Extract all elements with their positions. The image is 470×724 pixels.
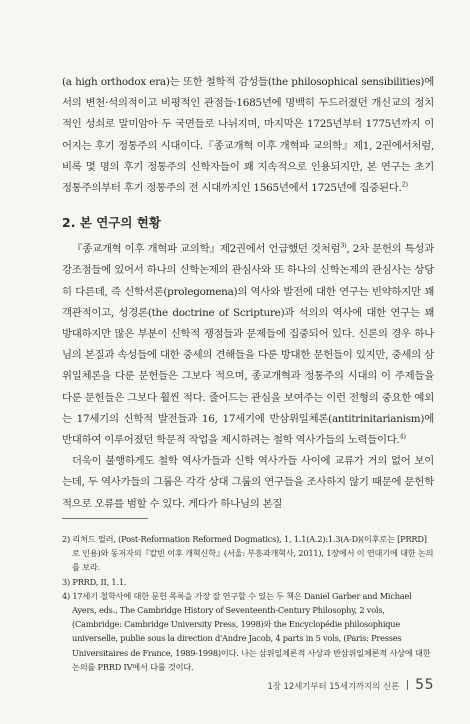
footnote-4: 4) 17세기 철학사에 대한 문헌 목록을 가장 잘 연구할 수 있는 두 책은 Daniel Garber and Michael Ayers, eds., The Cambridge History of Seventeenth-Century Philosophy, 2 vols, (Cambridge: Cambridge University Press, 1998)와 the Encyclopédie philosophique universelle, publie sous la direction d'Andre Jacob, 4 parts in 5 vols, (Paris: Presses Universitaires de France, 1989-1998)이다. 나는 삼위일체론적 사상과 반삼위일체론적 사상에 대한 논의를 PRRD IV에서 다룰 것이다. (62, 590, 431, 672)
footnote-3: 3) PRRD, II, 1.1. (62, 576, 127, 587)
paragraph-3: 더욱이 불행하게도 철학 역사가들과 신학 역사가들 사이에 교류가 거의 없어 보이는데, 두 역사가들의 그룹은 각각 상대 그룹의 연구들을 조사하지 않기 때문에 문헌학적으로 오류를 범할 수 있다. 게다가 하나님의 본질 (62, 455, 434, 510)
page-footer (62, 677, 434, 693)
footnotes (62, 532, 434, 674)
footnote-ref-2: 2) (401, 180, 408, 189)
paragraph-2-text-b: , 2차 문헌의 특성과 강조점들에 있어서 하나의 신학논제의 관심사와 또 하나의 신학논제의 관심사는 상당히 다른데, 즉 신학서론(prolegomena)의 역사와 발전에 대한 연구는 빈약하지만 꽤 객관적이고, 성경론(the doctrine of Scripture)과 석의의 역사에 대한 연구는 꽤 방대하지만 많은 부분이 신학적 쟁점들과 문제들에 집중되어 있다. 신론의 경우 하나님의 본질과 속성들에 대한 중세의 견해들을 다룬 방대한 문헌들이 있지만, 중세의 삼위일체론을 다룬 문헌들은 그보다 적으며, 종교개혁과 정통주의 시대의 이 주제들을 다룬 문헌들은 그보다 훨씬 적다. 줄어드는 관심을 보여주는 이런 전형의 중요한 예외는 17세기의 신학적 발전들과 16, 17세기에 반삼위일체론(antitrinitarianism)에 반대하여 이루어졌던 학문적 작업을 제시하려는 철학 역사가들의 노력들이다. (62, 243, 434, 447)
footnote-2: 2) 리처드 멀러, (Post-Reformation Reformed Dogmatics), 1, 1.1(A.2):1.3(A-D)(이후로는 [PRRD]로 인용)와 동저자의『칼빈 이후 개혁신학』(서울: 부흥과개혁사, 2011), 1장에서 이 연대기에 대한 논의를 보라. (62, 534, 434, 573)
paragraph-1-text: (a high orthodox era)는 또한 철학적 감성들(the philosophical sensibilities)에서의 변천·석의적이고 비평적인 관점들·1685년에 명백히 두드러졌던 개신교의 정치적인 성쇠로 말미암아 두 국면들로 나뉘지며, 마지막은 1725년부터 1775년까지 이어지는 후기 정통주의 시대이다.『종교개혁 이후 개혁파 교의학』제1, 2권에서처럼, 비록 몇 명의 후기 정통주의 신학자들이 꽤 지속적으로 인용되지만, 본 연구는 초기 정통주의부터 후기 정통주의 전 시대까지인 1565년에서 1725년에 집중된다. (62, 76, 434, 195)
footnote-ref-4: 4) (399, 432, 406, 441)
footer-divider (407, 680, 408, 690)
paragraph-1 (62, 72, 434, 199)
footnote-divider (62, 518, 148, 519)
section-heading: 2. 본 연구의 현황 (62, 215, 161, 231)
body-text (62, 72, 434, 515)
page-number: 55 (415, 677, 434, 693)
paragraph-2 (62, 239, 434, 451)
running-head: 1장 12세기부터 15세기까지의 신론 (267, 681, 400, 691)
footnote-ref-3: 3) (340, 241, 347, 250)
paragraph-2-text-a: 『종교개혁 이후 개혁파 교의학』제2권에서 언급했던 것처럼 (72, 243, 341, 256)
